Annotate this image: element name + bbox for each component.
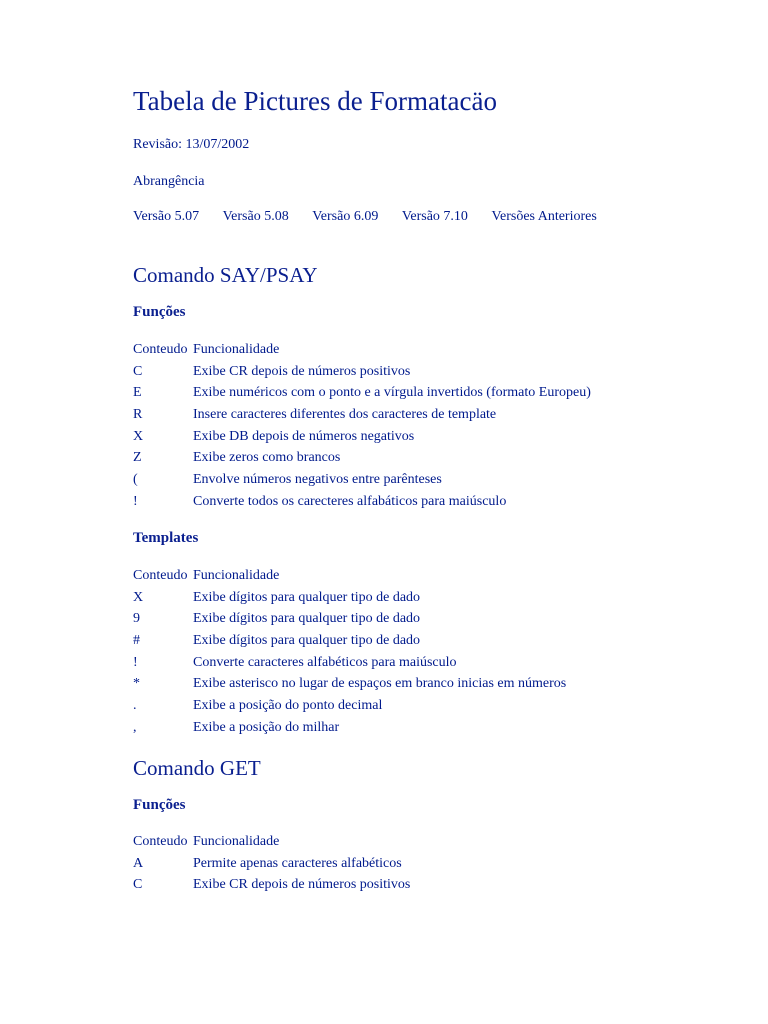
table-header-row: [133, 339, 591, 361]
version-item: Versão 5.08: [222, 209, 289, 224]
table-cell: X: [133, 589, 144, 605]
table-cell: A: [133, 855, 144, 871]
table-row: [133, 469, 591, 491]
table-header-cell: Funcionalidade: [193, 567, 280, 583]
table-header-row: [133, 565, 566, 587]
table-cell: Exibe a posição do ponto decimal: [193, 697, 383, 713]
table-header-cell: Funcionalidade: [193, 341, 280, 357]
table-cell: Insere caracteres diferentes dos caracteres de template: [193, 406, 497, 422]
section-title-say: Comando SAY/PSAY: [133, 263, 318, 287]
table-row: [133, 874, 410, 896]
table-cell: Exibe zeros como brancos: [193, 450, 341, 466]
scope-label: Abrangência: [133, 174, 205, 189]
table-cell: X: [133, 428, 144, 444]
table-cell: !: [133, 493, 138, 509]
table-cell: Envolve números negativos entre parênteses: [193, 471, 442, 487]
table-cell: C: [133, 363, 143, 379]
subsection-title-get-functions: Funções: [133, 797, 186, 813]
table-cell: ,: [133, 719, 137, 735]
table-cell: Z: [133, 450, 142, 466]
say-functions-table: [133, 339, 591, 513]
table-cell: C: [133, 877, 143, 893]
table-header-cell: Conteudo: [133, 567, 188, 583]
table-row: [133, 491, 591, 513]
table-row: [133, 361, 591, 383]
table-cell: Exibe dígitos para qualquer tipo de dado: [193, 632, 421, 648]
table-row: [133, 382, 591, 404]
table-cell: Exibe dígitos para qualquer tipo de dado: [193, 611, 421, 627]
table-cell: Exibe numéricos com o ponto e a vírgula invertidos (formato Europeu): [193, 385, 591, 401]
page-title: Tabela de Pictures de Formatacäo: [133, 86, 497, 116]
section-title-get: Comando GET: [133, 756, 261, 780]
table-row: [133, 652, 566, 674]
subsection-title-say-templates: Templates: [133, 530, 199, 546]
table-row: [133, 695, 566, 717]
table-cell: *: [133, 676, 140, 692]
table-row: [133, 426, 591, 448]
get-functions-table: [133, 831, 410, 896]
table-cell: Exibe CR depois de números positivos: [193, 877, 411, 893]
version-list: [133, 209, 617, 225]
table-cell: Exibe a posição do milhar: [193, 719, 340, 735]
table-header-row: [133, 831, 410, 853]
table-cell: !: [133, 654, 138, 670]
version-item: Versão 7.10: [401, 209, 468, 224]
table-row: [133, 587, 566, 609]
table-cell: R: [133, 406, 143, 422]
table-header-cell: Conteudo: [133, 341, 188, 357]
table-cell: .: [133, 697, 137, 713]
table-row: [133, 630, 566, 652]
say-templates-table: [133, 565, 566, 739]
table-row: [133, 673, 566, 695]
table-cell: Exibe dígitos para qualquer tipo de dado: [193, 589, 421, 605]
table-row: [133, 404, 591, 426]
subsection-title-say-functions: Funções: [133, 304, 186, 320]
table-cell: Exibe DB depois de números negativos: [193, 428, 415, 444]
table-cell: E: [133, 385, 142, 401]
version-item: Versões Anteriores: [491, 209, 597, 224]
table-cell: Converte caracteres alfabéticos para maiúsculo: [193, 654, 457, 670]
table-row: [133, 608, 566, 630]
table-cell: Exibe CR depois de números positivos: [193, 363, 411, 379]
table-cell: Permite apenas caracteres alfabéticos: [193, 855, 402, 871]
table-header-cell: Conteudo: [133, 833, 188, 849]
table-cell: #: [133, 632, 140, 648]
table-cell: 9: [133, 611, 140, 627]
table-row: [133, 717, 566, 739]
table-cell: (: [133, 471, 138, 487]
table-cell: Converte todos os carecteres alfabáticos para maiúsculo: [193, 493, 507, 509]
table-header-cell: Funcionalidade: [193, 833, 280, 849]
table-cell: Exibe asterisco no lugar de espaços em branco inicias em números: [193, 676, 567, 692]
version-item: Versão 6.09: [312, 209, 379, 224]
table-row: [133, 447, 591, 469]
revision-text: Revisão: 13/07/2002: [133, 137, 250, 152]
version-item: Versão 5.07: [133, 209, 200, 224]
table-row: [133, 853, 410, 875]
